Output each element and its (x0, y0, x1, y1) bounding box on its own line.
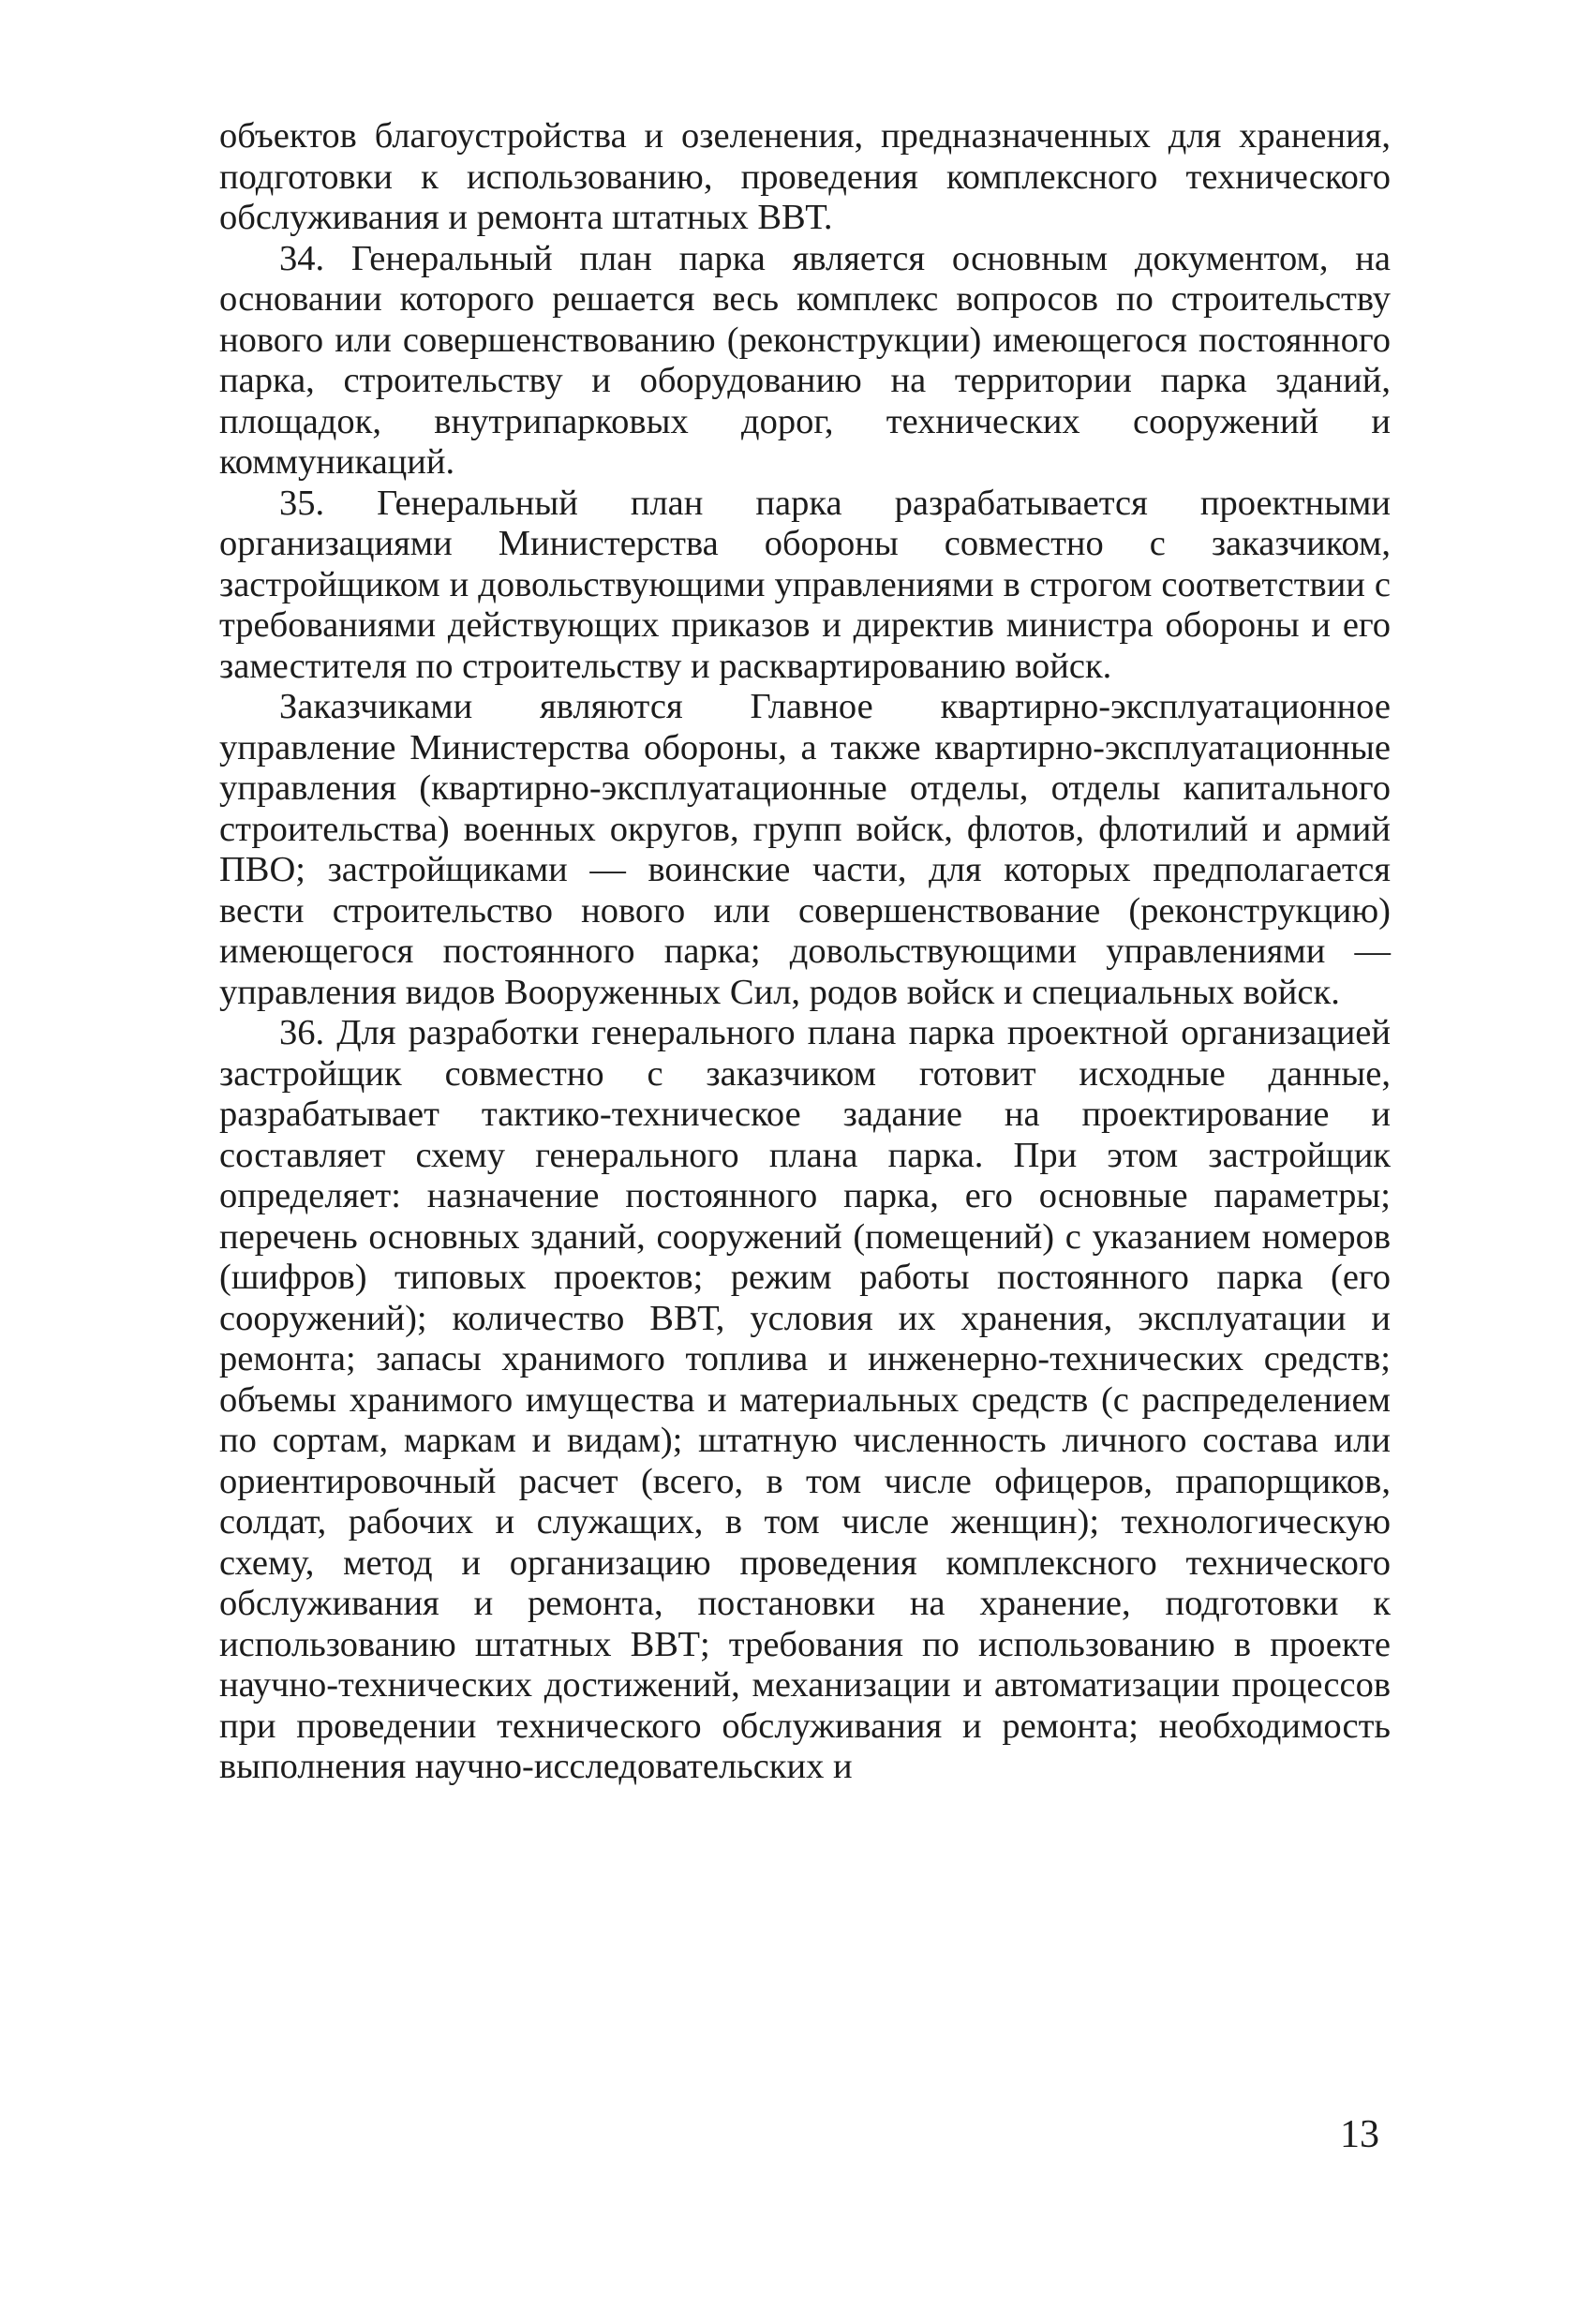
paragraph-36: 36. Для разработки генерального плана парка проектной организацией застройщик совместно с заказчиком готовит исходные данные, разрабатывает тактико-техническое задание на проектирование и составляет схему генерального плана парка. При этом застройщик определяет: назначение постоянного парка, его основные параметры; перечень основных зданий, сооружений (помещений) с указанием номеров (шифров) типовых проектов; режим работы постоянного парка (его сооружений); количество ВВТ, условия их хранения, эксплуатации и ремонта; запасы хранимого топлива и инженерно-технических средств; объемы хранимого имущества и материальных средств (с распределением по сортам, маркам и видам); штатную численность личного состава или ориентировочный расчет (всего, в том числе офицеров, прапорщиков, солдат, рабочих и служащих, в том числе женщин); технологическую схему, метод и организацию проведения комплексного технического обслуживания и ремонта, постановки на хранение, подготовки к использованию штатных ВВТ; требования по использованию в проекте научно-технических достижений, механизации и автоматизации процессов при проведении технического обслуживания и ремонта; необходимость выполнения научно-исследовательских и (219, 1013, 1391, 1786)
page-number: 13 (1340, 2113, 1379, 2156)
paragraph-continuation: объектов благоустройства и озеленения, предназначенных для хранения, подготовки к использованию, проведения комплексного технического обслуживания и ремонта штатных ВВТ. (219, 116, 1391, 237)
paragraph-35: 35. Генеральный план парка разрабатывается проектными организациями Министерства обороны совместно с заказчиком, застройщиком и довольствующими управлениями в строгом соответствии с требованиями действующих приказов и директив министра обороны и его заместителя по строительству и расквартированию войск. (219, 483, 1391, 686)
page-body (219, 116, 1391, 1788)
paragraph-customers: Заказчиками являются Главное квартирно-эксплуатационное управление Министерства обороны, а также квартирно-эксплуатационные управления (квартирно-эксплуатационные отделы, отделы капитального строительства) военных округов, групп войск, флотов, флотилий и армий ПВО; застройщиками — воинские части, для которых предполагается вести строительство нового или совершенствование (реконструкцию) имеющегося постоянного парка; довольствующими управлениями — управления видов Вооруженных Сил, родов войск и специальных войск. (219, 687, 1391, 1012)
paragraph-34: 34. Генеральный план парка является основным документом, на основании которого решается весь комплекс вопросов по строительству нового или совершенствованию (реконструкции) имеющегося постоянного парка, строительству и оборудованию на территории парка зданий, площадок, внутрипарковых дорог, технических сооружений и коммуникаций. (219, 238, 1391, 482)
